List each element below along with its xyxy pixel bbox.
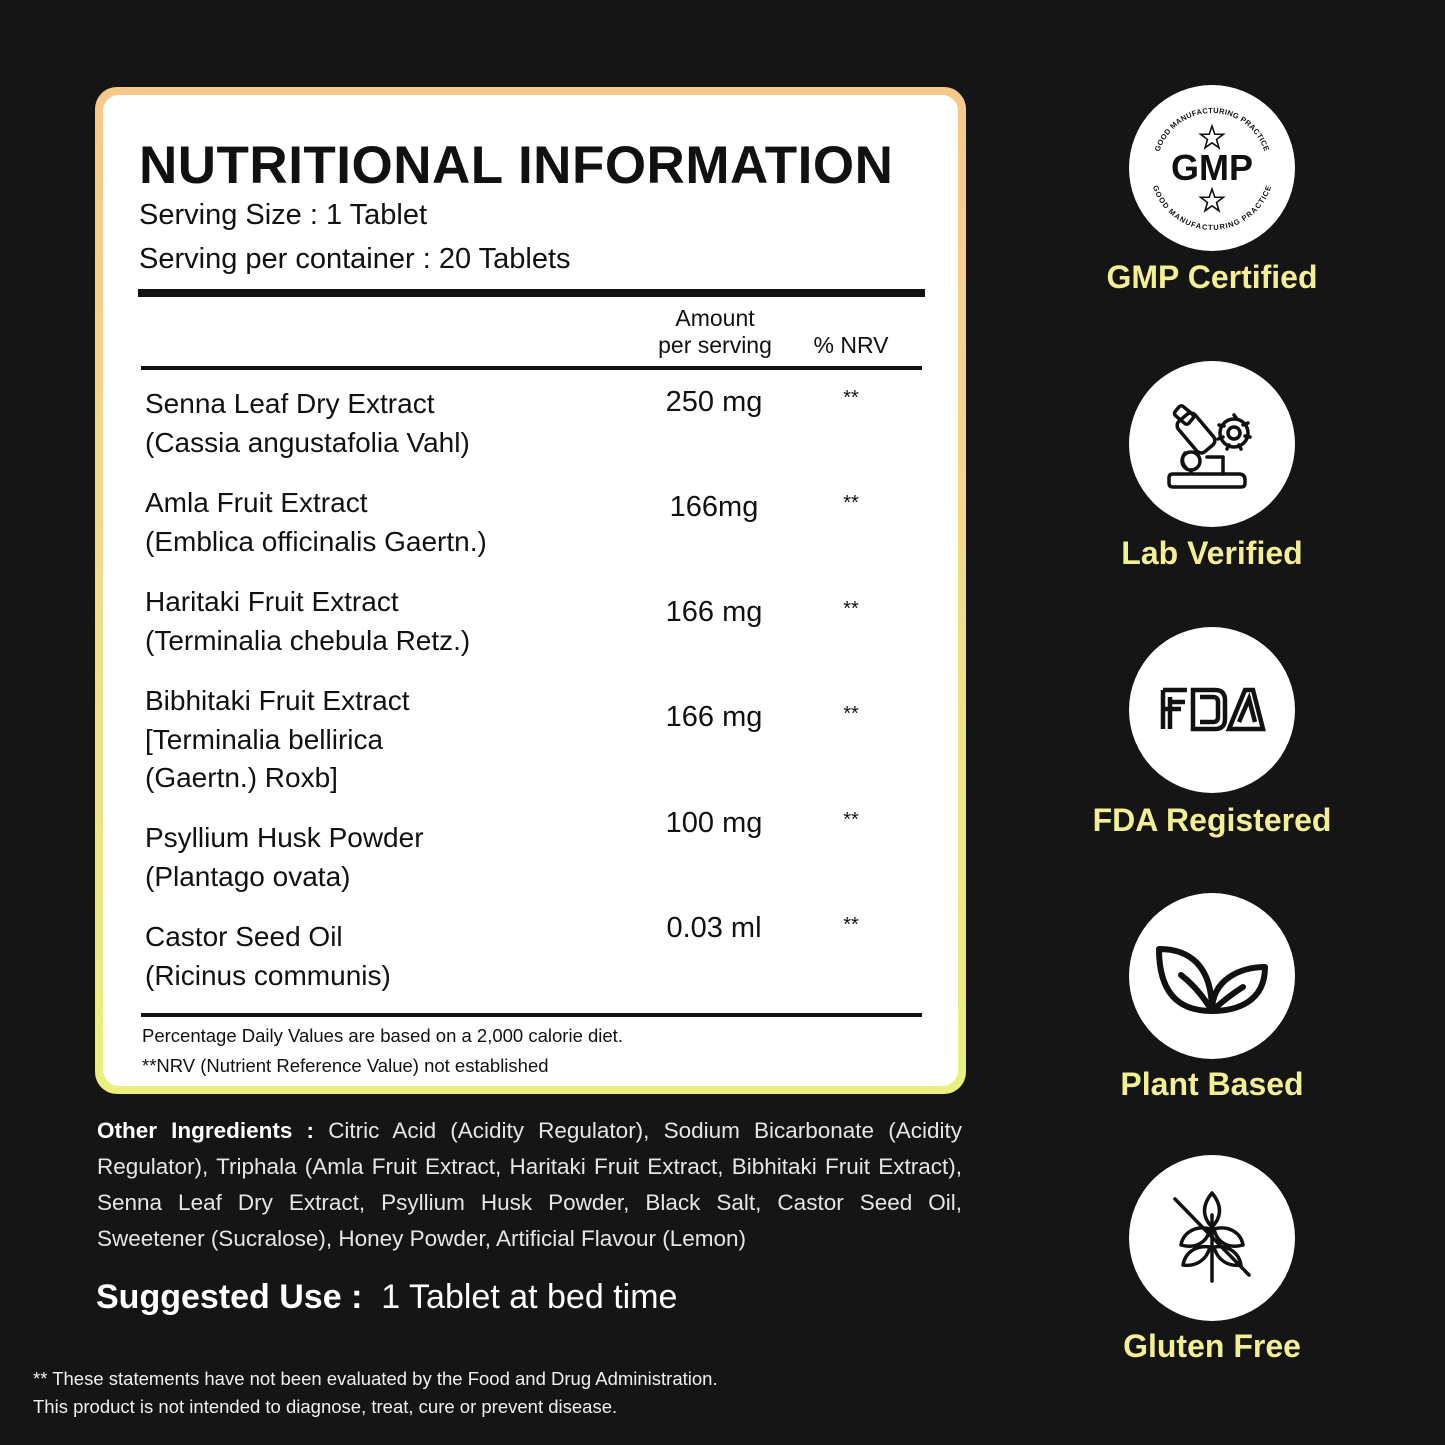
column-header-nrv: % NRV: [813, 332, 889, 358]
column-header-amount: [645, 305, 785, 359]
badge-label-fda: FDA Registered: [1092, 802, 1332, 838]
ingredient-name: Castor Seed Oil (Ricinus communis): [145, 921, 391, 991]
ingredient-amount: 100 mg: [665, 807, 763, 839]
disclaimer-line-2: This product is not intended to diagnose, treat, cure or prevent disease.: [33, 1396, 618, 1417]
no-wheat-icon: [1129, 1155, 1295, 1321]
divider-thick: [138, 289, 925, 297]
badge-label-gmp: GMP Certified: [1106, 259, 1318, 295]
suggested-use-text: 1 Tablet at bed time: [381, 1278, 678, 1316]
ingredient-nrv: **: [843, 492, 859, 514]
servings-per-container: Serving per container : 20 Tablets: [139, 243, 571, 275]
ingredient-amount: 166 mg: [665, 596, 763, 628]
ingredient-nrv: **: [843, 598, 859, 620]
fda-logo-icon: [1129, 627, 1295, 793]
ingredient-name: Amla Fruit Extract (Emblica officinalis Gaertn.): [145, 487, 487, 557]
ingredient-amount: 0.03 ml: [666, 912, 762, 944]
ingredient-amount: 166mg: [669, 491, 759, 523]
svg-text:GOOD MANUFACTURING PRACTICE: [1153, 106, 1272, 153]
microscope-icon: [1129, 361, 1295, 527]
suggested-use-heading: Suggested Use :: [96, 1278, 363, 1316]
nutrition-panel: [103, 95, 958, 1086]
panel-title: NUTRITIONAL INFORMATION: [139, 136, 894, 195]
leaves-icon: [1129, 893, 1295, 1059]
column-header-amount-line1: Amount: [675, 305, 755, 331]
ingredient-nrv: **: [843, 703, 859, 725]
ingredient-amount: 250 mg: [665, 386, 763, 418]
seal-ring-text-bottom: GOOD MANUFACTURING PRACTICE: [1150, 184, 1274, 233]
footnote-daily-values: Percentage Daily Values are based on a 2,000 calorie diet.: [142, 1025, 623, 1046]
disclaimer-line-1: ** These statements have not been evaluated by the Food and Drug Administration.: [33, 1368, 718, 1389]
badge-label-gluten: Gluten Free: [1123, 1328, 1301, 1364]
ingredient-name: Psyllium Husk Powder (Plantago ovata): [145, 822, 424, 892]
divider-footer: [141, 1013, 922, 1017]
ingredient-name: Bibhitaki Fruit Extract [Terminalia bellirica (Gaertn.) Roxb]: [145, 685, 410, 793]
other-ingredients-heading: Other Ingredients :: [97, 1118, 315, 1143]
ingredient-amount: 166 mg: [665, 701, 763, 733]
gmp-seal-icon: [1129, 85, 1295, 251]
ingredient-nrv: **: [843, 809, 859, 831]
seal-ring-text-top: GOOD MANUFACTURING PRACTICE: [1152, 105, 1272, 153]
ingredient-name: Senna Leaf Dry Extract (Cassia angustafolia Vahl): [145, 388, 470, 458]
suggested-use: [96, 1278, 677, 1317]
column-header-amount-line2: per serving: [658, 332, 772, 358]
divider-header: [141, 366, 922, 370]
other-ingredients-text: Citric Acid (Acidity Regulator), Sodium Bicarbonate (Acidity Regulator), Triphala (Amla Fruit Extract, Haritaki Fruit Extract, Bibhitaki Fruit Extract), Senna Leaf Dry Extract, Psyllium Husk Powder, Black Salt, Castor Seed Oil, Sweetener (Sucralose), Honey Powder, Artificial Flavour (Lemon): [97, 1118, 962, 1251]
other-ingredients: [97, 1113, 962, 1257]
serving-size: Serving Size : 1 Tablet: [139, 199, 428, 231]
seal-gmp-text: GMP: [1170, 147, 1254, 188]
ingredient-nrv: **: [843, 914, 859, 936]
ingredient-name: Haritaki Fruit Extract (Terminalia chebula Retz.): [145, 586, 471, 656]
badge-label-plant: Plant Based: [1120, 1066, 1304, 1102]
badge-label-lab: Lab Verified: [1121, 535, 1303, 571]
footnote-nrv: **NRV (Nutrient Reference Value) not established: [142, 1055, 549, 1076]
ingredient-nrv: **: [843, 387, 859, 409]
